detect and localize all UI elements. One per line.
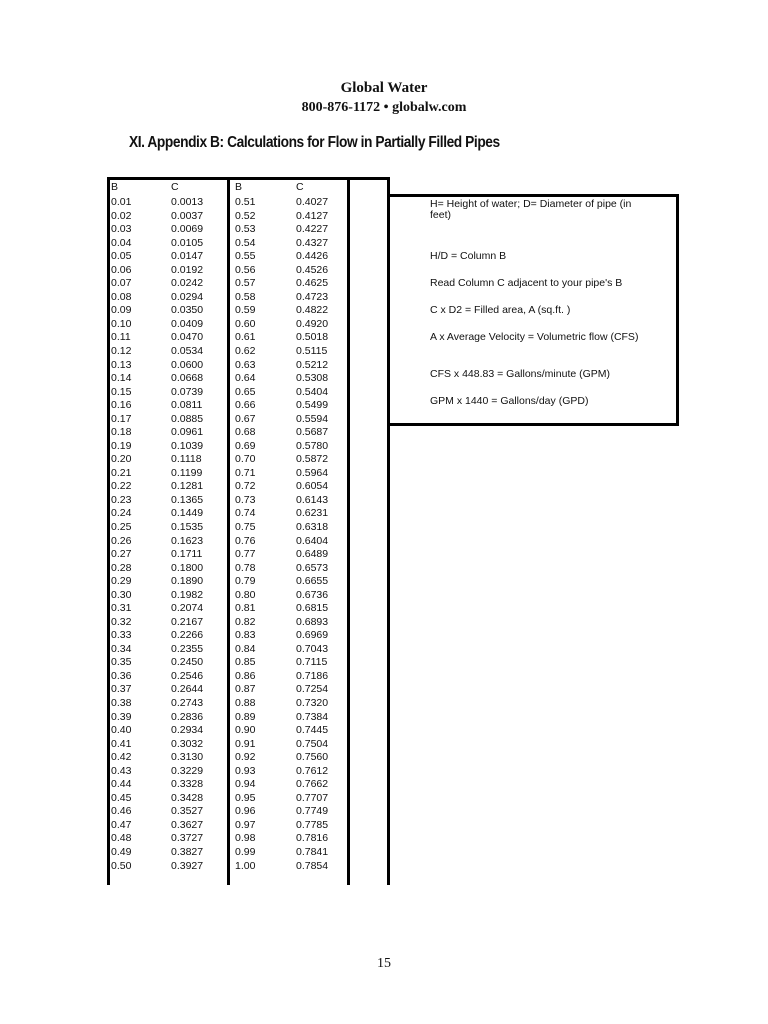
table-cell: 0.84 [235, 642, 256, 655]
table-cell: 0.0470 [171, 331, 204, 344]
table-cell: 0.68 [235, 426, 256, 439]
instruction-line: C x D2 = Filled area, A (sq.ft. ) [430, 304, 571, 316]
table-cell: 0.1982 [171, 588, 204, 601]
company-contact: 800-876-1172 • globalw.com [301, 100, 467, 115]
table-cell: 0.6404 [296, 534, 329, 547]
table-cell: 0.6893 [296, 615, 329, 628]
table-cell: 0.31 [111, 602, 132, 615]
table-cell: 0.1711 [171, 548, 203, 560]
table-cell: 0.73 [235, 493, 256, 506]
table-cell: 0.4426 [296, 250, 329, 263]
table-cell: 0.25 [111, 521, 132, 533]
table-cell: 0.4027 [296, 196, 329, 208]
table-cell: 0.14 [111, 372, 132, 384]
table-cell: 0.42 [111, 751, 132, 764]
table-cell: 0.03 [111, 223, 132, 236]
table-cell: 0.7445 [296, 724, 329, 737]
table-cell: 0.7043 [296, 642, 329, 655]
table-cell: 0.0409 [171, 317, 204, 330]
table-cell: 0.57 [235, 277, 256, 290]
table-header-cell: B [235, 181, 243, 193]
table-header-cell: C [296, 181, 304, 193]
table-cell: 0.10 [111, 317, 132, 330]
table-cell: 0.41 [111, 737, 132, 750]
table-cell: 0.09 [111, 304, 132, 317]
table-cell: 0.2266 [171, 629, 204, 642]
table-cell: 0.0811 [171, 399, 203, 412]
table-cell: 0.40 [111, 724, 132, 737]
company-name: Global Water [340, 80, 428, 96]
table-cell: 0.7560 [296, 751, 329, 764]
table-cell: 0.34 [111, 642, 132, 655]
table-cell: 0.87 [235, 683, 256, 696]
table-cell: 0.55 [235, 250, 256, 263]
table-cell: 0.72 [235, 480, 256, 493]
table-cell: 0.96 [235, 805, 256, 818]
table-cell: 0.6143 [296, 493, 329, 506]
table-cell: 0.0961 [171, 426, 204, 439]
table-cell: 0.3428 [171, 791, 204, 804]
table-left-rule [107, 177, 110, 885]
table-cell: 0.45 [111, 791, 132, 804]
table-cell: 0.6815 [296, 602, 329, 615]
table-cell: 0.13 [111, 358, 132, 371]
table-cell: 0.91 [235, 737, 256, 750]
table-cell: 0.6573 [296, 561, 329, 574]
table-cell: 0.82 [235, 615, 256, 628]
table-cell: 0.1535 [171, 521, 204, 533]
table-cell: 0.51 [235, 196, 256, 208]
table-cell: 0.19 [111, 439, 132, 452]
table-cell: 0.0600 [171, 358, 204, 371]
table-cell: 0.4625 [296, 277, 329, 290]
table-cell: 0.66 [235, 399, 256, 412]
table-cell: 0.7662 [296, 778, 329, 791]
instruction-line: GPM x 1440 = Gallons/day (GPD) [430, 395, 589, 407]
table-cell: 0.4822 [296, 304, 329, 317]
table-cell: 0.54 [235, 236, 256, 249]
table-cell: 0.2546 [171, 669, 204, 682]
table-cell: 0.17 [111, 412, 132, 425]
table-cell: 0.77 [235, 548, 256, 560]
table-cell: 0.1365 [171, 493, 204, 506]
table-cell: 0.2644 [171, 683, 204, 696]
table-cell: 0.69 [235, 439, 256, 452]
table-cell: 0.53 [235, 223, 256, 236]
table-cell: 0.90 [235, 724, 256, 737]
table-cell: 0.4526 [296, 263, 329, 276]
table-cell: 0.99 [235, 845, 256, 858]
table-cell: 0.7320 [296, 697, 329, 709]
table-cell: 0.4127 [296, 209, 329, 222]
table-cell: 0.7707 [296, 791, 329, 804]
table-cell: 0.0739 [171, 385, 204, 398]
table-cell: 0.5594 [296, 412, 329, 425]
table-cell: 0.7785 [296, 818, 329, 831]
table-right-rule [347, 177, 350, 885]
table-cell: 0.70 [235, 453, 256, 466]
table-cell: 0.1199 [171, 466, 203, 479]
table-cell: 0.7115 [296, 656, 328, 669]
instruction-line: H= Height of water; D= Diameter of pipe (in feet) [430, 198, 632, 221]
table-cell: 0.3827 [171, 845, 204, 858]
table-cell: 0.6969 [296, 629, 329, 642]
table-cell: 0.36 [111, 669, 132, 682]
table-middle-rule [227, 177, 230, 885]
table-cell: 0.3927 [171, 859, 204, 872]
table-cell: 0.5687 [296, 426, 329, 439]
table-cell: 0.28 [111, 561, 132, 574]
table-cell: 0.6655 [296, 575, 329, 588]
instruction-line: Read Column C adjacent to your pipe's B [430, 277, 623, 289]
table-cell: 0.5499 [296, 399, 329, 412]
table-cell: 0.2836 [171, 710, 204, 723]
table-cell: 0.1623 [171, 534, 204, 547]
table-cell: 0.21 [111, 466, 132, 479]
table-cell: 0.3328 [171, 778, 204, 791]
table-cell: 0.46 [111, 805, 132, 818]
table-cell: 0.3727 [171, 832, 204, 845]
table-cell: 0.67 [235, 412, 256, 425]
table-cell: 0.18 [111, 426, 132, 439]
table-cell: 0.89 [235, 710, 256, 723]
table-cell: 0.0885 [171, 412, 204, 425]
table-cell: 0.3527 [171, 805, 204, 818]
instruction-line: H/D = Column B [430, 250, 507, 262]
table-cell: 0.1800 [171, 561, 204, 574]
table-cell: 0.97 [235, 818, 256, 831]
table-cell: 0.39 [111, 710, 132, 723]
table-cell: 0.61 [235, 331, 256, 344]
table-cell: 0.4723 [296, 290, 329, 303]
table-cell: 0.7816 [296, 832, 329, 845]
conversion-table [107, 177, 391, 885]
table-cell: 0.6231 [296, 507, 329, 520]
table-cell: 0.7384 [296, 710, 329, 723]
table-cell: 0.81 [235, 602, 256, 615]
table-cell: 0.37 [111, 683, 132, 696]
table-cell: 0.48 [111, 832, 132, 845]
table-cell: 0.2450 [171, 656, 204, 669]
table-cell: 0.7254 [296, 683, 329, 696]
table-cell: 0.76 [235, 534, 256, 547]
table-cell: 0.01 [111, 196, 132, 208]
instruction-line: CFS x 448.83 = Gallons/minute (GPM) [430, 368, 611, 380]
table-cell: 0.74 [235, 507, 256, 520]
table-cell: 0.2074 [171, 602, 204, 615]
table-cell: 0.30 [111, 588, 132, 601]
table-cell: 0.0534 [171, 344, 204, 357]
table-cell: 0.5964 [296, 466, 329, 479]
table-cell: 0.0350 [171, 304, 204, 317]
table-cell: 0.0037 [171, 209, 204, 222]
table-cell: 0.2743 [171, 697, 204, 709]
table-cell: 0.22 [111, 480, 132, 493]
table-cell: 0.11 [111, 331, 131, 344]
table-cell: 0.23 [111, 493, 132, 506]
table-cell: 0.43 [111, 764, 132, 777]
table-cell: 0.7504 [296, 737, 329, 750]
table-cell: 0.3229 [171, 764, 204, 777]
table-cell: 0.0013 [171, 196, 204, 208]
page-number: 15 [377, 956, 391, 971]
table-cell: 0.92 [235, 751, 256, 764]
table-cell: 0.7749 [296, 805, 329, 818]
table-cell: 0.26 [111, 534, 132, 547]
table-cell: 0.32 [111, 615, 132, 628]
table-cell: 0.44 [111, 778, 132, 791]
table-cell: 0.80 [235, 588, 256, 601]
table-cell: 0.2355 [171, 642, 204, 655]
table-cell: 0.78 [235, 561, 256, 574]
table-cell: 0.0242 [171, 277, 204, 290]
table-cell: 0.0294 [171, 290, 204, 303]
table-cell: 0.20 [111, 453, 132, 466]
table-cell: 0.1118 [171, 453, 202, 466]
table-cell: 0.6054 [296, 480, 329, 493]
table-cell: 0.7186 [296, 669, 329, 682]
table-cell: 0.06 [111, 263, 132, 276]
table-cell: 0.2934 [171, 724, 204, 737]
table-cell: 0.38 [111, 697, 132, 709]
table-cell: 0.49 [111, 845, 132, 858]
table-cell: 0.2167 [171, 615, 204, 628]
table-cell: 0.5404 [296, 385, 329, 398]
table-cell: 0.02 [111, 209, 132, 222]
table-cell: 0.16 [111, 399, 132, 412]
table-cell: 0.24 [111, 507, 132, 520]
table-cell: 0.93 [235, 764, 256, 777]
table-cell: 0.79 [235, 575, 256, 588]
table-cell: 0.07 [111, 277, 132, 290]
table-cell: 0.4227 [296, 223, 329, 236]
table-cell: 0.58 [235, 290, 256, 303]
table-cell: 0.47 [111, 818, 132, 831]
table-cell: 0.59 [235, 304, 256, 317]
table-cell: 0.64 [235, 372, 256, 384]
table-cell: 0.98 [235, 832, 256, 845]
table-cell: 0.52 [235, 209, 256, 222]
table-cell: 0.29 [111, 575, 132, 588]
table-cell: 0.6489 [296, 548, 329, 560]
table-cell: 0.1890 [171, 575, 204, 588]
table-cell: 0.04 [111, 236, 132, 249]
table-cell: 0.95 [235, 791, 256, 804]
table-cell: 0.71 [235, 466, 256, 479]
table-cell: 0.7612 [296, 764, 329, 777]
table-cell: 0.86 [235, 669, 256, 682]
table-cell: 0.7854 [296, 859, 329, 872]
table-cell: 0.5308 [296, 372, 329, 384]
table-cell: 0.5115 [296, 344, 328, 357]
table-cell: 0.50 [111, 859, 132, 872]
table-cell: 0.75 [235, 521, 256, 533]
table-cell: 0.3130 [171, 751, 204, 764]
table-cell: 0.15 [111, 385, 132, 398]
table-cell: 0.4920 [296, 317, 329, 330]
table-cell: 0.08 [111, 290, 132, 303]
table-cell: 1.00 [235, 859, 256, 872]
table-cell: 0.1281 [171, 480, 204, 493]
table-cell: 0.6318 [296, 521, 329, 533]
table-cell: 0.5780 [296, 439, 329, 452]
table-cell: 0.56 [235, 263, 256, 276]
table-cell: 0.5872 [296, 453, 329, 466]
table-cell: 0.0147 [171, 250, 204, 263]
table-cell: 0.0192 [171, 263, 204, 276]
table-cell: 0.0668 [171, 372, 204, 384]
table-cell: 0.7841 [296, 845, 329, 858]
table-cell: 0.62 [235, 344, 256, 357]
table-header-cell: B [111, 181, 119, 193]
table-cell: 0.4327 [296, 236, 329, 249]
table-cell: 0.05 [111, 250, 132, 263]
table-cell: 0.1449 [171, 507, 204, 520]
table-cell: 0.5212 [296, 358, 329, 371]
table-cell: 0.3032 [171, 737, 204, 750]
table-cell: 0.60 [235, 317, 256, 330]
table-cell: 0.65 [235, 385, 256, 398]
table-cell: 0.12 [111, 344, 132, 357]
table-cell: 0.3627 [171, 818, 204, 831]
table-cell: 0.6736 [296, 588, 329, 601]
table-cell: 0.5018 [296, 331, 329, 344]
table-cell: 0.63 [235, 358, 256, 371]
table-header-cell: C [171, 181, 179, 193]
table-cell: 0.0069 [171, 223, 204, 236]
table-cell: 0.1039 [171, 439, 204, 452]
instructions-box [387, 194, 679, 426]
table-cell: 0.85 [235, 656, 256, 669]
table-cell: 0.35 [111, 656, 132, 669]
table-cell: 0.0105 [171, 236, 204, 249]
table-cell: 0.83 [235, 629, 256, 642]
table-cell: 0.88 [235, 697, 256, 709]
section-heading: XI. Appendix B: Calculations for Flow in Partially Filled Pipes [129, 134, 500, 151]
table-cell: 0.94 [235, 778, 256, 791]
table-cell: 0.33 [111, 629, 132, 642]
table-cell: 0.27 [111, 548, 132, 560]
instruction-line: A x Average Velocity = Volumetric flow (CFS) [430, 331, 639, 343]
